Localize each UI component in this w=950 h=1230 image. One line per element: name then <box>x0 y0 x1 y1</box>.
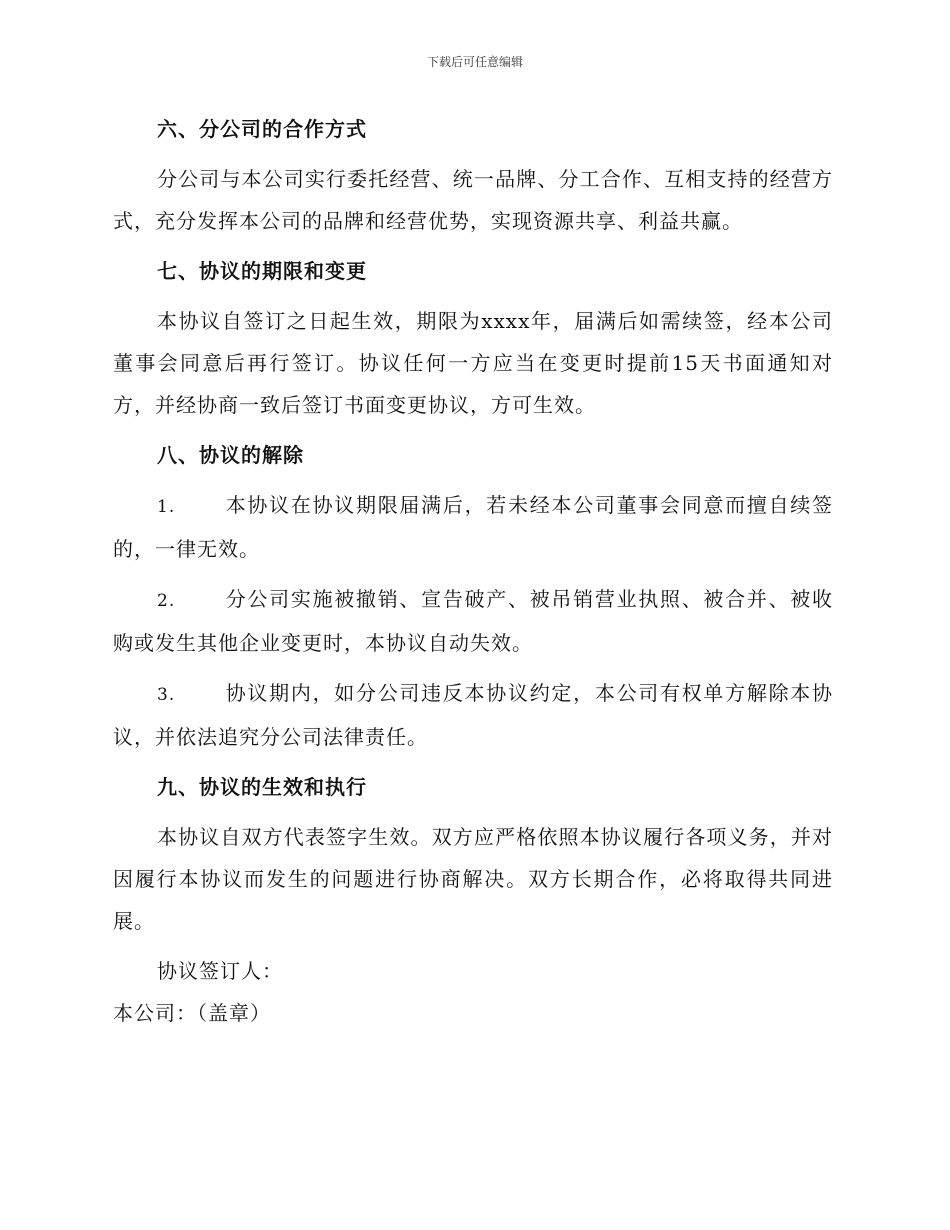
document-body <box>113 108 833 1034</box>
list-item-text: 协议期内，如分公司违反本协议约定，本公司有权单方解除本协议，并依法追究分公司法律责任。 <box>113 681 833 749</box>
section-6-paragraph: 分公司与本公司实行委托经营、统一品牌、分工合作、互相支持的经营方式，充分发挥本公司的品牌和经营优势，实现资源共享、利益共赢。 <box>113 167 833 233</box>
list-item-number: 2. <box>157 591 176 611</box>
section-7-heading: 七、协议的期限和变更 <box>157 259 367 283</box>
page-header: 下载后可任意编辑 <box>426 55 523 69</box>
list-item-number: 3. <box>157 685 176 705</box>
section-6-heading: 六、分公司的合作方式 <box>157 117 367 141</box>
list-item-text: 本协议在协议期限届满后，若未经本公司董事会同意而擅自续签的，一律无效。 <box>113 493 833 561</box>
list-item <box>113 578 833 664</box>
list-item <box>113 484 833 570</box>
section-9-paragraph: 本协议自双方代表签字生效。双方应严格依照本协议履行各项义务，并对因履行本协议而发生的问题进行协商解决。双方长期合作，必将取得共同进展。 <box>113 825 833 933</box>
section-7-paragraph: 本协议自签订之日起生效，期限为xxxx年，届满后如需续签，经本公司董事会同意后再行签订。协议任何一方应当在变更时提前15天书面通知对方，并经协商一致后签订书面变更协议，方可生效。 <box>113 309 833 417</box>
section-9-heading: 九、协议的生效和执行 <box>157 775 367 799</box>
list-item-text: 分公司实施被撤销、宣告破产、被吊销营业执照、被合并、被收购或发生其他企业变更时，本协议自动失效。 <box>113 587 833 655</box>
signers-label: 协议签订人： <box>157 959 283 983</box>
section-8-heading: 八、协议的解除 <box>157 443 304 467</box>
company-stamp-line: 本公司：（盖章） <box>113 1001 271 1025</box>
list-item-number: 1. <box>157 497 176 517</box>
list-item <box>113 672 833 758</box>
